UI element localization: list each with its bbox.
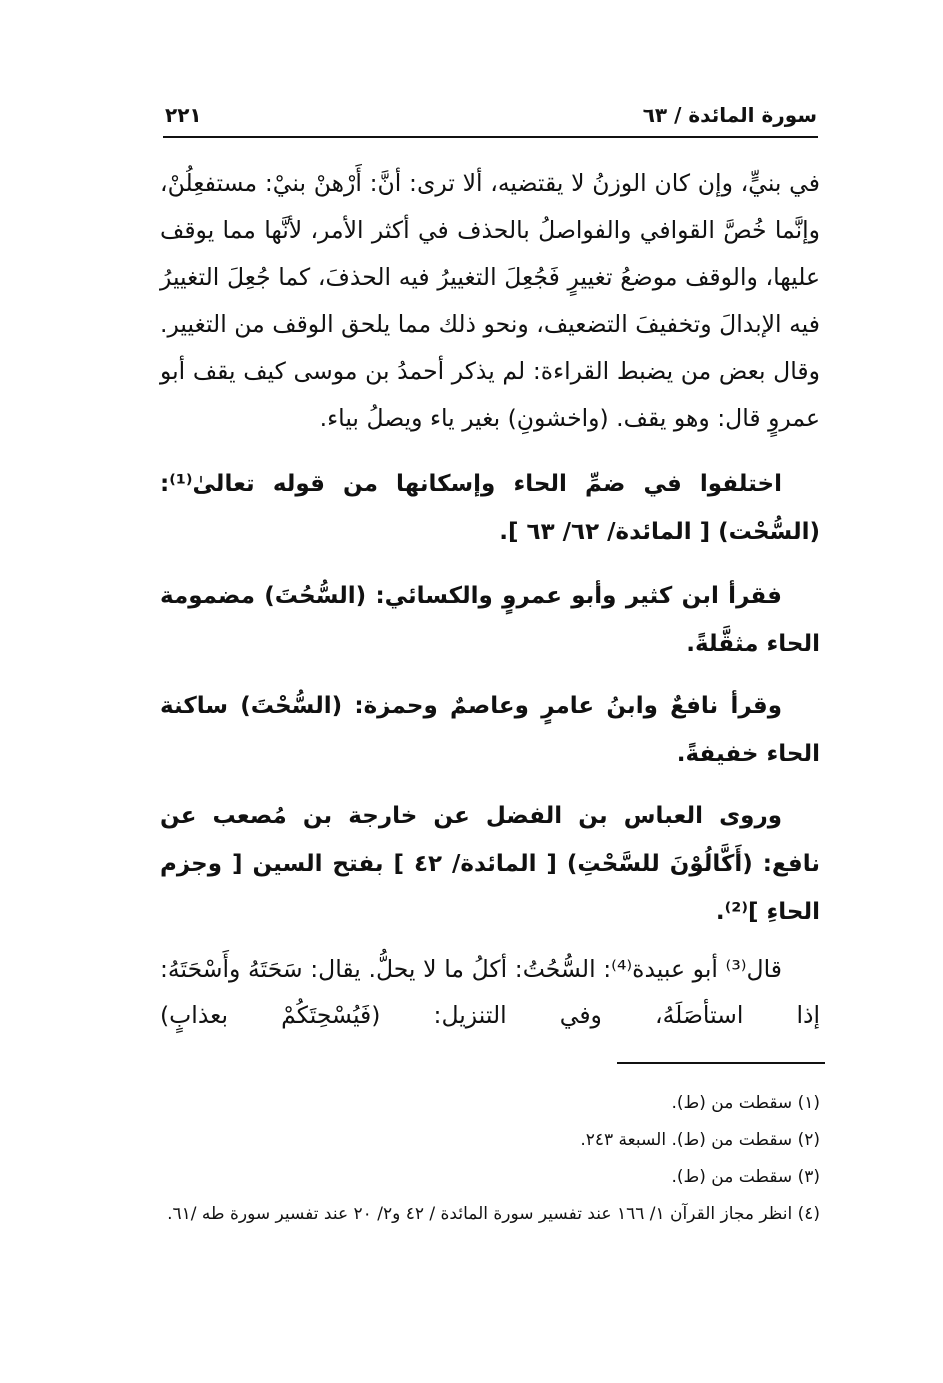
running-title: سورة المائدة / ٦٣: [642, 103, 817, 127]
footnote-2: (٢) سقطت من (ط). السبعة ٢٤٣.: [580, 1130, 820, 1150]
footnotes: [160, 1085, 820, 1233]
page-header: [165, 100, 817, 130]
paragraph-5: وروى العباس بن الفضل عن خارجة بن مُصعب عن نافع: (أَكَّالُوْنَ للسَّحْتِ) [ المائدة/ ٤٢ ] بفتح السين [ وجزم الحاءِ ]⁽²⁾.: [160, 803, 820, 925]
paragraph-4: وقرأ نافعٌ وابنُ عامرٍ وعاصمٌ وحمزة: (السُّحْتَ) ساكنة الحاء خفيفةً.: [160, 693, 820, 767]
paragraph-2: اختلفوا في ضمِّ الحاء وإسكانها من قوله تعالىٰ⁽¹⁾: (السُّحْت) [ المائدة/ ٦٢/ ٦٣ ].: [160, 471, 820, 545]
footnote-separator: [617, 1062, 825, 1064]
footnote-4: (٤) انظر مجاز القرآن ١/ ١٦٦ عند تفسير سورة المائدة / ٤٢ و٢/ ٢٠ عند تفسير سورة طه /٦١.: [167, 1204, 820, 1224]
paragraph-6: قال⁽³⁾ أبو عبيدة⁽⁴⁾: السُّحُتُ: أكلُ ما لا يحلُّ. يقال: سَحَتَهُ وأَسْحَتَهُ: إذا استأصَلَهُ، وفي التنزيل: (فَيُسْحِتَكُمْ بعذابٍ): [160, 955, 820, 1029]
footnote-1: (١) سقطت من (ط).: [671, 1093, 820, 1113]
paragraph-3: فقرأ ابن كثير وأبو عمروٍ والكسائي: (السُّحُتَ) مضمومة الحاء مثقَّلةً.: [160, 583, 820, 657]
header-rule: [163, 136, 818, 138]
main-text: [160, 160, 820, 1038]
page-number: ٢٢١: [165, 103, 202, 127]
footnote-3: (٣) سقطت من (ط).: [671, 1167, 820, 1187]
paragraph-1: في بنيٍّ، وإن كان الوزنُ لا يقتضيه، ألا ترى: أنَّ: أَرْهنْ بنيْ: مستفعِلُنْ، وإنَّما خُصَّ القوافي والفواصلُ بالحذف في أكثر الأمر، لأنَّها مما يوقف عليها، والوقف موضعُ تغييرٍ فَجُعِلَ التغييرُ فيه الحذفَ، كما جُعِلَ التغييرُ فيه الإبدالَ وتخفيفَ التضعيف، ونحو ذلك مما يلحق الوقف من التغيير. وقال بعض من يضبط القراءة: لم يذكر أحمدُ بن موسى كيف يقف أبو عمروٍ قال: وهو يقف. (واخشونِ) بغير ياء ويصلُ بياء.: [160, 169, 820, 432]
